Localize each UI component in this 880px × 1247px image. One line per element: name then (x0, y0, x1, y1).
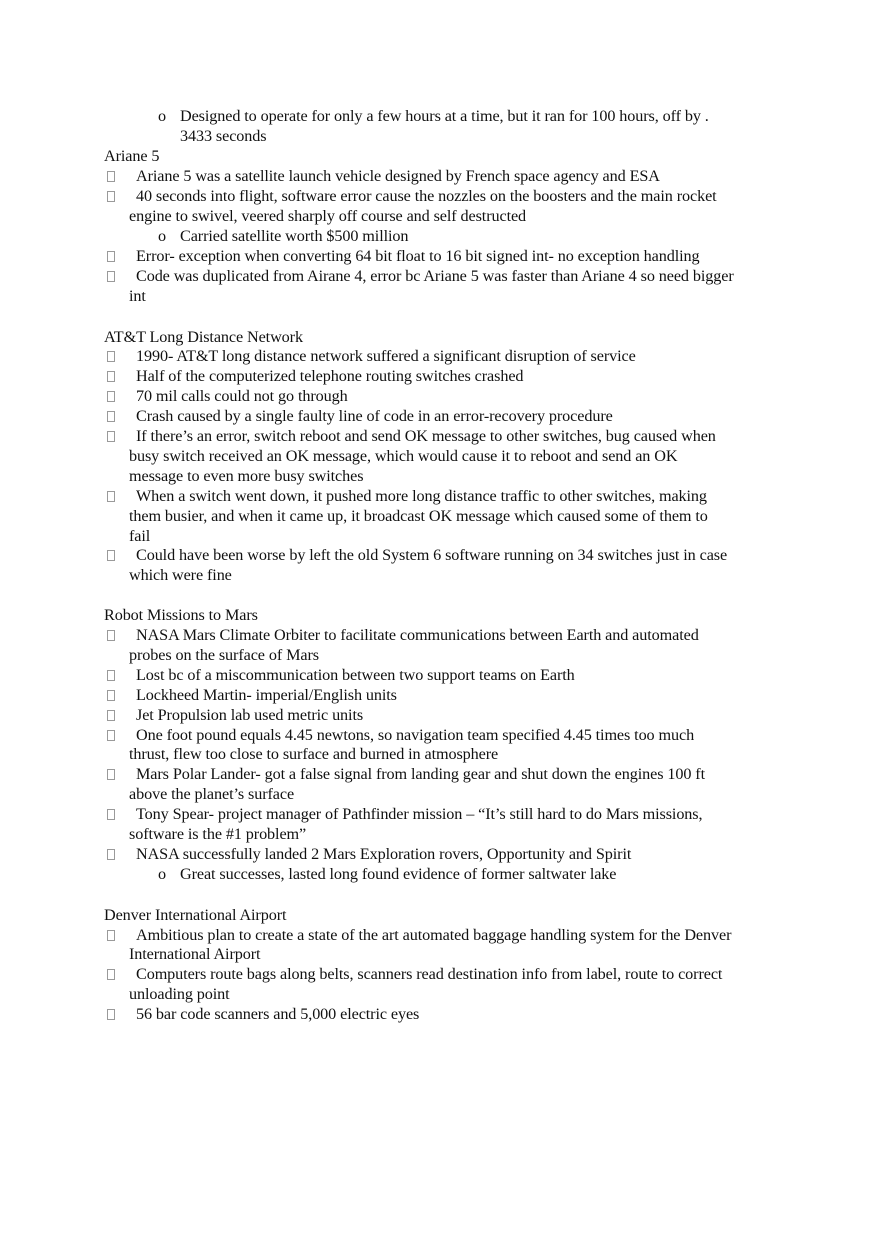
list-item: Half of the computerized telephone routing switches crashed (136, 367, 524, 385)
list-item-cont: fail (129, 527, 151, 545)
list-item: Jet Propulsion lab used metric units (136, 706, 364, 724)
list-item-cont: probes on the surface of Mars (129, 646, 319, 664)
list-item-cont: software is the #1 problem” (129, 825, 307, 843)
list-item: Lost bc of a miscommunication between two support teams on Earth (136, 666, 575, 684)
sub-bullet-marker: o (158, 865, 166, 883)
sub-bullet-text: Designed to operate for only a few hours at a time, but it ran for 100 hours, off by . (180, 107, 709, 125)
bullet-box-icon (107, 411, 115, 422)
bullet-box-icon (107, 670, 115, 681)
bullet-box-icon (107, 969, 115, 980)
section-heading-att: AT&T Long Distance Network (104, 328, 303, 346)
list-item: 40 seconds into flight, software error cause the nozzles on the boosters and the main rocket (136, 187, 717, 205)
list-item: Ariane 5 was a satellite launch vehicle designed by French space agency and ESA (136, 167, 660, 185)
list-item: Crash caused by a single faulty line of code in an error-recovery procedure (136, 407, 613, 425)
sub-bullet-text-cont: 3433 seconds (180, 127, 267, 145)
list-item-cont: int (129, 287, 146, 305)
sub-bullet-marker: o (158, 227, 166, 245)
bullet-box-icon (107, 431, 115, 442)
bullet-box-icon (107, 690, 115, 701)
list-item: Could have been worse by left the old System 6 software running on 34 switches just in case (136, 546, 728, 564)
bullet-box-icon (107, 251, 115, 262)
bullet-box-icon (107, 710, 115, 721)
bullet-box-icon (107, 391, 115, 402)
bullet-box-icon (107, 849, 115, 860)
bullet-box-icon (107, 171, 115, 182)
section-heading-ariane: Ariane 5 (104, 147, 160, 165)
list-item-cont: above the planet’s surface (129, 785, 295, 803)
bullet-box-icon (107, 550, 115, 561)
list-item: NASA successfully landed 2 Mars Exploration rovers, Opportunity and Spirit (136, 845, 632, 863)
list-item: Lockheed Martin- imperial/English units (136, 686, 397, 704)
sub-bullet-marker: o (158, 107, 166, 125)
list-item: 1990- AT&T long distance network suffered a significant disruption of service (136, 347, 636, 365)
list-item-cont: busy switch received an OK message, which would cause it to reboot and send an OK (129, 447, 678, 465)
bullet-box-icon (107, 809, 115, 820)
list-item: Tony Spear- project manager of Pathfinder mission – “It’s still hard to do Mars missions, (136, 805, 703, 823)
list-item: If there’s an error, switch reboot and send OK message to other switches, bug caused when (136, 427, 716, 445)
bullet-box-icon (107, 769, 115, 780)
list-item: Ambitious plan to create a state of the art automated baggage handling system for the Denver (136, 926, 732, 944)
section-heading-denver: Denver International Airport (104, 906, 287, 924)
list-item: Code was duplicated from Airane 4, error bc Ariane 5 was faster than Ariane 4 so need bigger (136, 267, 734, 285)
sub-bullet-text: Great successes, lasted long found evidence of former saltwater lake (180, 865, 617, 883)
bullet-box-icon (107, 191, 115, 202)
list-item: 56 bar code scanners and 5,000 electric eyes (136, 1005, 420, 1023)
section-heading-mars: Robot Missions to Mars (104, 606, 258, 624)
bullet-box-icon (107, 491, 115, 502)
list-item-cont: thrust, flew too close to surface and burned in atmosphere (129, 745, 499, 763)
list-item-cont: engine to swivel, veered sharply off course and self destructed (129, 207, 527, 225)
list-item: NASA Mars Climate Orbiter to facilitate communications between Earth and automated (136, 626, 699, 644)
list-item-cont: them busier, and when it came up, it broadcast OK message which caused some of them to (129, 507, 708, 525)
sub-bullet-text: Carried satellite worth $500 million (180, 227, 409, 245)
list-item: When a switch went down, it pushed more long distance traffic to other switches, making (136, 487, 707, 505)
list-item: Mars Polar Lander- got a false signal from landing gear and shut down the engines 100 ft (136, 765, 705, 783)
list-item: Error- exception when converting 64 bit float to 16 bit signed int- no exception handling (136, 247, 700, 265)
list-item: Computers route bags along belts, scanners read destination info from label, route to correct (136, 965, 723, 983)
list-item-cont: unloading point (129, 985, 230, 1003)
list-item: One foot pound equals 4.45 newtons, so navigation team specified 4.45 times too much (136, 726, 695, 744)
list-item: 70 mil calls could not go through (136, 387, 348, 405)
list-item-cont: which were fine (129, 566, 232, 584)
bullet-box-icon (107, 351, 115, 362)
bullet-box-icon (107, 630, 115, 641)
bullet-box-icon (107, 930, 115, 941)
list-item-cont: International Airport (129, 945, 261, 963)
bullet-box-icon (107, 1009, 115, 1020)
bullet-box-icon (107, 371, 115, 382)
bullet-box-icon (107, 730, 115, 741)
list-item-cont: message to even more busy switches (129, 467, 364, 485)
bullet-box-icon (107, 271, 115, 282)
